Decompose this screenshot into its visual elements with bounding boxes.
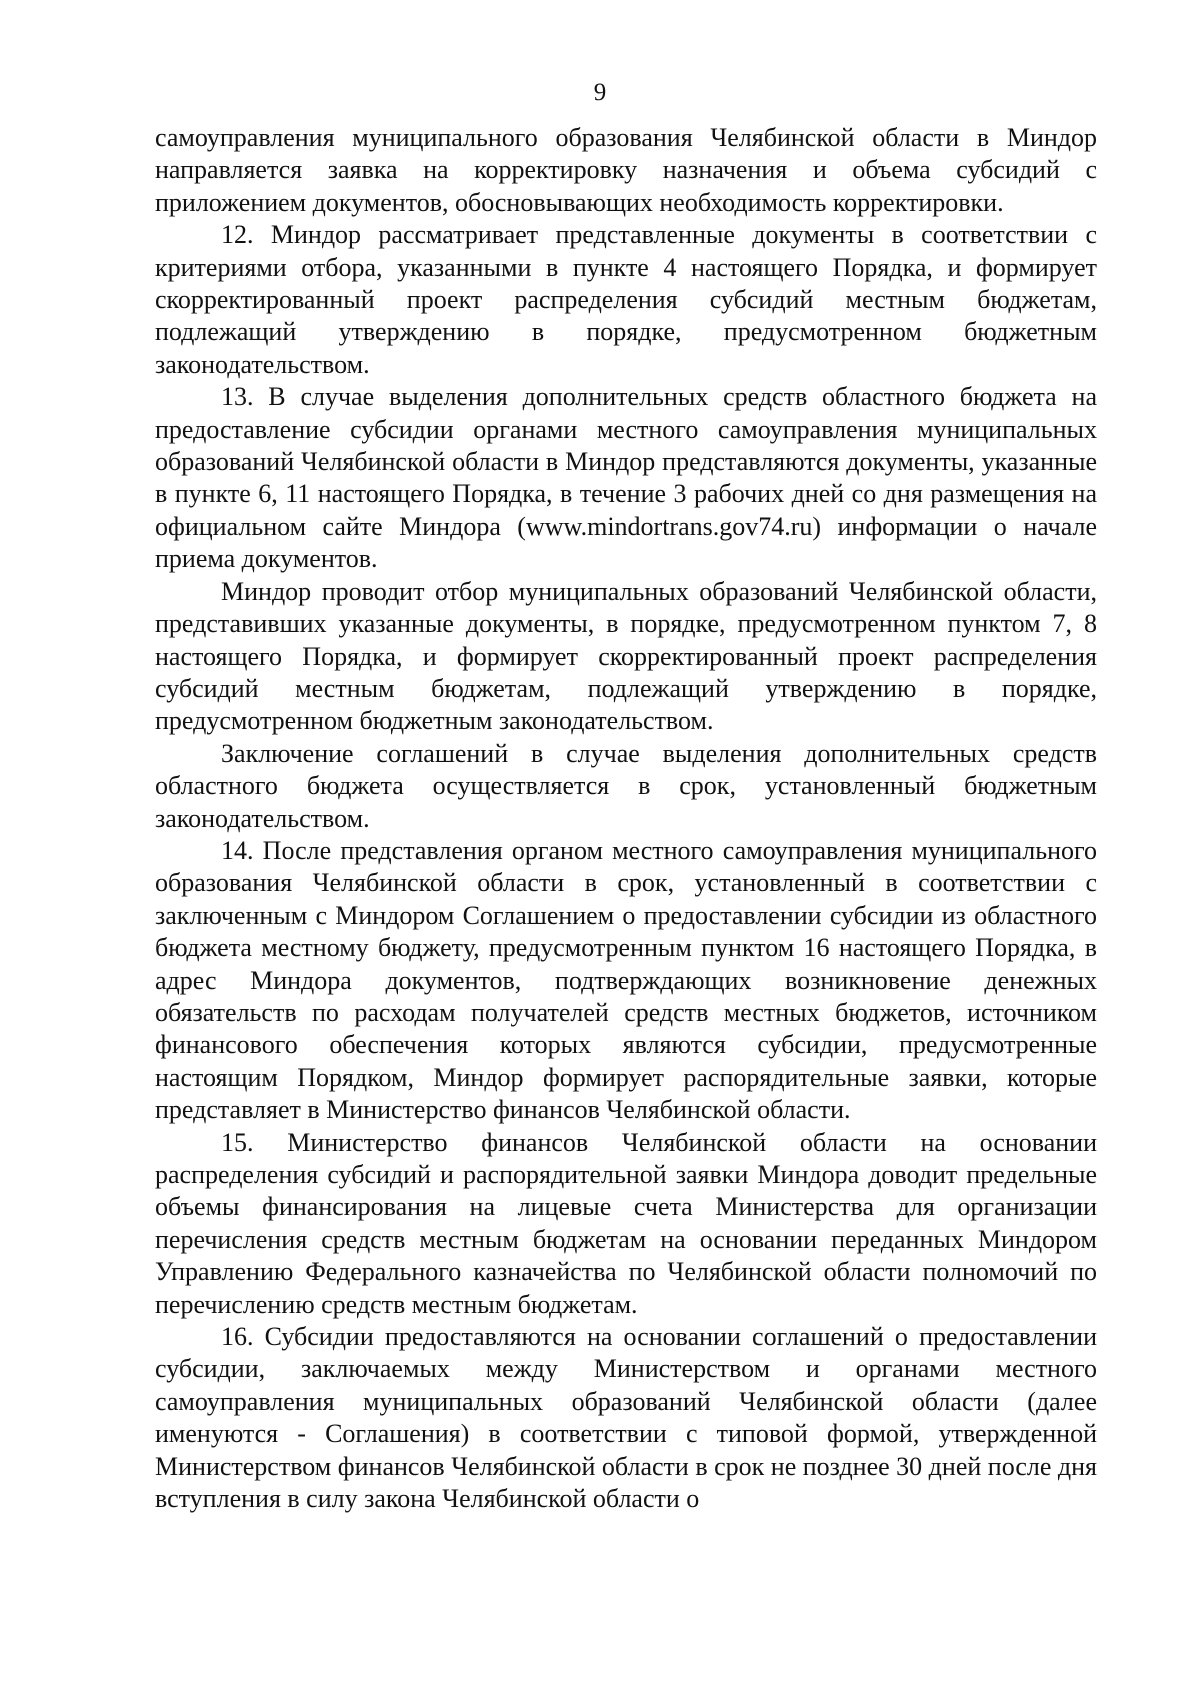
document-body	[155, 122, 1097, 1515]
paragraph-item-12: 12. Миндор рассматривает представленные документы в соответствии с критериями отбора, указанными в пункте 4 настоящего Порядка, и формирует скорректированный проект распределения субсидий местным бюджетам, подлежащий утверждению в порядке, предусмотренном бюджетным законодательством.	[155, 220, 1097, 379]
paragraph-item-13: 13. В случае выделения дополнительных средств областного бюджета на предоставление субсидии органами местного самоуправления муниципальных образований Челябинской области в Миндор представляются документы, указанные в пункте 6, 11 настоящего Порядка, в течение 3 рабочих дней со дня размещения на официальном сайте Миндора (www.mindortrans.gov74.ru) информации о начале приема документов.	[155, 382, 1097, 574]
paragraph-continuation: самоуправления муниципального образования Челябинской области в Миндор направляется заявка на корректировку назначения и объема субсидий с приложением документов, обосновывающих необходимость корректировки.	[155, 123, 1097, 217]
paragraph-item-13-selection: Миндор проводит отбор муниципальных образований Челябинской области, представивших указанные документы, в порядке, предусмотренном пунктом 7, 8 настоящего Порядка, и формирует скорректированный проект распределения субсидий местным бюджетам, подлежащий утверждению в порядке, предусмотренном бюджетным законодательством.	[155, 576, 1097, 736]
paragraph-item-13-agreements: Заключение соглашений в случае выделения дополнительных средств областного бюджета осуществляется в срок, установленный бюджетным законодательством.	[155, 738, 1097, 833]
paragraph-item-15: 15. Министерство финансов Челябинской области на основании распределения субсидий и распорядительной заявки Миндора доводит предельные объемы финансирования на лицевые счета Министерства для организации перечисления средств местным бюджетам на основании переданных Миндором Управлению Федерального казначейства по Челябинской области полномочий по перечислению средств местным бюджетам.	[155, 1127, 1097, 1319]
paragraph-item-16: 16. Субсидии предоставляются на основании соглашений о предоставлении субсидии, заключаемых между Министерством и органами местного самоуправления муниципальных образований Челябинской области (далее именуются - Соглашения) в соответствии с типовой формой, утвержденной Министерством финансов Челябинской области в срок не позднее 30 дней после дня вступления в силу закона Челябинской области о	[155, 1322, 1097, 1514]
paragraph-item-14: 14. После представления органом местного самоуправления муниципального образования Челябинской области в срок, установленный в соответствии с заключенным с Миндором Соглашением о предоставлении субсидии из областного бюджета местному бюджету, предусмотренным пунктом 16 настоящего Порядка, в адрес Миндора документов, подтверждающих возникновение денежных обязательств по расходам получателей средств местных бюджетов, источником финансового обеспечения которых являются субсидии, предусмотренные настоящим Порядком, Миндор формирует распорядительные заявки, которые представляет в Министерство финансов Челябинской области.	[155, 835, 1097, 1125]
page-number: 9	[593, 79, 607, 106]
